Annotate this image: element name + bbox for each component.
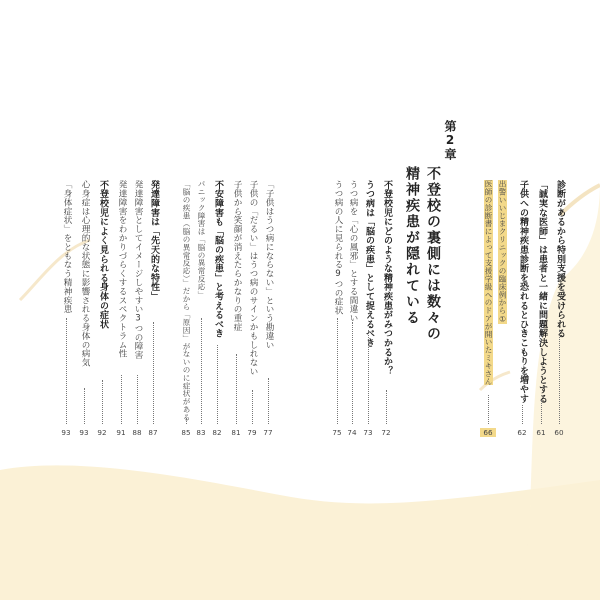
toc-entry[interactable]: うつ病の人に見られる9つの症状 — [333, 180, 343, 315]
leader-dots — [522, 405, 524, 424]
toc-entry[interactable]: 不登校児によく見られる身体の症状 — [98, 180, 108, 329]
page-number: 75 — [332, 428, 342, 437]
leader-dots — [201, 318, 203, 424]
leader-dots — [84, 388, 86, 424]
leader-dots — [368, 330, 370, 424]
toc-entry[interactable]: 「身体症状」をともなう精神疾患 — [62, 180, 72, 314]
toc-entry[interactable]: 発達障害としてイメージしやすい3つの障害 — [133, 180, 143, 360]
leader-dots — [102, 380, 104, 424]
leader-dots — [121, 375, 123, 424]
toc-entry[interactable]: 子供の「だるい」はうつ病のサインかもしれない — [248, 180, 258, 376]
page-number: 73 — [363, 428, 373, 437]
page-number: 85 — [181, 428, 191, 437]
leader-dots — [268, 378, 270, 424]
chapter-title-line-1: 不登校の裏側には数々の — [425, 166, 441, 342]
page-number: 74 — [347, 428, 357, 437]
page-number: 82 — [212, 428, 222, 437]
toc-entry[interactable]: 不安障害も「脳の疾患」と考えるべき — [213, 180, 223, 339]
page-number: 91 — [116, 428, 126, 437]
toc-entry[interactable]: 子供から笑顔が消えたらかなりの重症 — [232, 180, 242, 332]
page-number: 79 — [247, 428, 257, 437]
toc-entry[interactable]: 不登校児にどのような精神疾患がみつかるか？ — [382, 180, 392, 376]
page-number: 60 — [554, 428, 564, 437]
leader-dots — [541, 400, 543, 424]
leader-dots — [186, 418, 188, 424]
chapter-title-line-2: 精神疾患が隠れている — [404, 166, 420, 326]
page-number: 93 — [79, 428, 89, 437]
leader-dots — [153, 322, 155, 424]
page-number: 93 — [61, 428, 71, 437]
toc-entry[interactable]: 診断があるから特別支援を受けられる — [555, 180, 565, 339]
page-number: 92 — [97, 428, 107, 437]
page-number: 61 — [536, 428, 546, 437]
toc-entry[interactable]: 「脳の疾患（脳の異常反応）」だから「原因」がないのに症状がある — [182, 180, 191, 422]
page-number: 88 — [132, 428, 142, 437]
case-study-label[interactable]: 出警いいじまクリニックの臨床例から① — [498, 180, 507, 324]
chapter-label: 第2章 — [443, 120, 457, 161]
toc-entry[interactable]: 子供への精神疾患診断を恐れるとひきこもりを増やす — [518, 180, 528, 404]
bottom-wave — [0, 465, 600, 600]
leader-dots — [137, 375, 139, 424]
toc-entry[interactable]: 発達障害をわかりづらくするスペクトラム性 — [117, 180, 127, 358]
page-number: 83 — [196, 428, 206, 437]
page-number: 77 — [263, 428, 273, 437]
toc-entry[interactable]: うつ病は「脳の疾患」として捉えるべき — [364, 180, 374, 348]
toc-entry[interactable]: うつ病を「心の風邪」とする間違い — [348, 180, 358, 323]
leader-dots — [488, 395, 490, 424]
leader-dots — [337, 318, 339, 424]
page-number: 66 — [480, 428, 496, 437]
leader-dots — [66, 318, 68, 424]
toc-entry[interactable]: 心身症は心理的な状態に影響される身体の病気 — [80, 180, 90, 367]
page-number: 81 — [231, 428, 241, 437]
toc-entry[interactable]: 発達障害は「先天的な特性」 — [149, 180, 159, 301]
leader-dots — [217, 345, 219, 424]
leader-dots — [352, 322, 354, 424]
page-number: 72 — [381, 428, 391, 437]
ribbon-stroke — [560, 185, 600, 215]
leader-dots — [559, 330, 561, 424]
leader-dots — [252, 390, 254, 424]
leader-dots — [236, 354, 238, 424]
leader-dots — [386, 390, 388, 424]
page-number: 87 — [148, 428, 158, 437]
toc-entry[interactable]: 「誠実な医師」は患者と一緒に問題解決しようとする — [537, 180, 547, 404]
page-number: 62 — [517, 428, 527, 437]
toc-entry[interactable]: 「子供はうつ病にならない」という勘違い — [264, 180, 274, 350]
case-study-title[interactable]: 医師の診断書によって支援学級へのドアが開いたミキさん — [484, 180, 493, 386]
toc-entry[interactable]: パニック障害は「脳の異常反応」 — [197, 180, 206, 299]
